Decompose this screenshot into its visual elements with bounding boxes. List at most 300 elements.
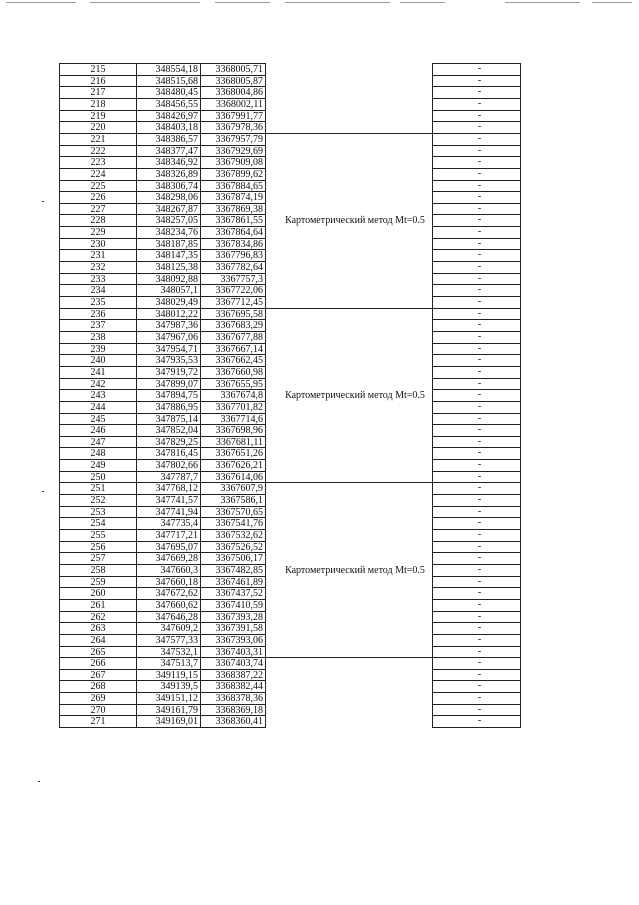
dash-mark: - <box>477 470 482 482</box>
table-row <box>0 680 639 692</box>
scan-speck <box>38 781 40 782</box>
dash-mark: - <box>477 459 482 471</box>
y-coordinate-cell: 3367403,31 <box>200 646 266 658</box>
table-row <box>0 692 639 704</box>
table-bottom-border <box>59 727 266 728</box>
x-coordinate-cell: 347695,07 <box>136 541 200 553</box>
dash-mark: - <box>477 435 482 447</box>
accuracy-mark-cell <box>432 249 521 261</box>
point-number-cell: 232 <box>59 261 136 273</box>
y-coordinate-cell: 3367660,98 <box>200 366 266 378</box>
y-coordinate-cell: 3367978,36 <box>200 121 266 133</box>
point-number-cell: 253 <box>59 506 136 518</box>
method-group-cell <box>266 482 432 657</box>
accuracy-mark-cell <box>432 517 521 529</box>
accuracy-mark-cell <box>432 471 521 483</box>
point-number-cell: 264 <box>59 634 136 646</box>
point-number-cell: 217 <box>59 86 136 98</box>
accuracy-mark-cell <box>432 180 521 192</box>
dash-mark: - <box>477 610 482 622</box>
x-coordinate-cell: 348554,18 <box>136 63 200 75</box>
x-coordinate-cell: 347741,94 <box>136 506 200 518</box>
x-coordinate-cell: 347735,4 <box>136 517 200 529</box>
x-coordinate-cell: 348426,97 <box>136 110 200 122</box>
point-number-cell: 235 <box>59 296 136 308</box>
dash-mark: - <box>477 389 482 401</box>
y-coordinate-cell: 3367683,29 <box>200 319 266 331</box>
x-coordinate-cell: 348326,89 <box>136 168 200 180</box>
dash-mark: - <box>477 354 482 366</box>
y-coordinate-cell: 3368005,87 <box>200 75 266 87</box>
dash-mark: - <box>477 330 482 342</box>
point-number-cell: 231 <box>59 249 136 261</box>
y-coordinate-cell: 3367607,9 <box>200 482 266 494</box>
dash-mark: - <box>477 202 482 214</box>
y-coordinate-cell: 3367437,52 <box>200 587 266 599</box>
point-number-cell: 242 <box>59 378 136 390</box>
point-number-cell: 237 <box>59 319 136 331</box>
y-coordinate-cell: 3367782,64 <box>200 261 266 273</box>
point-number-cell: 259 <box>59 576 136 588</box>
y-coordinate-cell: 3367899,62 <box>200 168 266 180</box>
y-coordinate-cell: 3367957,79 <box>200 133 266 145</box>
accuracy-mark-cell <box>432 564 521 576</box>
x-coordinate-cell: 348257,05 <box>136 214 200 226</box>
dash-mark: - <box>477 86 482 98</box>
point-number-cell: 245 <box>59 413 136 425</box>
accuracy-mark-cell <box>432 541 521 553</box>
dash-mark: - <box>477 680 482 692</box>
top-scan-line <box>0 2 639 4</box>
x-coordinate-cell: 348029,49 <box>136 296 200 308</box>
method-label: Картометрический метод Mt=0.5 <box>285 215 425 227</box>
accuracy-mark-cell <box>432 203 521 215</box>
y-coordinate-cell: 3367929,69 <box>200 145 266 157</box>
dash-mark: - <box>477 156 482 168</box>
y-coordinate-cell: 3367864,64 <box>200 226 266 238</box>
accuracy-mark-cell <box>432 424 521 436</box>
table-row <box>0 669 639 681</box>
point-number-cell: 228 <box>59 214 136 226</box>
x-coordinate-cell: 348298,06 <box>136 191 200 203</box>
x-coordinate-cell: 347609,2 <box>136 622 200 634</box>
point-number-cell: 224 <box>59 168 136 180</box>
dash-mark: - <box>477 715 482 727</box>
dash-mark: - <box>477 109 482 121</box>
accuracy-mark-cell <box>432 284 521 296</box>
accuracy-mark-cell <box>432 296 521 308</box>
x-coordinate-cell: 347829,25 <box>136 436 200 448</box>
x-coordinate-cell: 347672,62 <box>136 587 200 599</box>
dash-mark: - <box>477 412 482 424</box>
x-coordinate-cell: 347741,57 <box>136 494 200 506</box>
x-coordinate-cell: 347660,62 <box>136 599 200 611</box>
accuracy-mark-cell <box>432 646 521 658</box>
dash-mark: - <box>477 237 482 249</box>
dash-mark: - <box>477 529 482 540</box>
dash-mark: - <box>477 377 482 389</box>
x-coordinate-cell: 349169,01 <box>136 715 200 727</box>
point-number-cell: 256 <box>59 541 136 553</box>
dash-mark: - <box>477 74 482 86</box>
point-number-cell: 218 <box>59 98 136 110</box>
accuracy-mark-cell <box>432 238 521 250</box>
point-number-cell: 270 <box>59 704 136 716</box>
point-number-cell: 223 <box>59 156 136 168</box>
dash-mark: - <box>477 400 482 412</box>
point-number-cell: 247 <box>59 436 136 448</box>
x-coordinate-cell: 347669,28 <box>136 552 200 564</box>
x-coordinate-cell: 347577,33 <box>136 634 200 646</box>
x-coordinate-cell: 349161,79 <box>136 704 200 716</box>
point-number-cell: 254 <box>59 517 136 529</box>
accuracy-mark-cell <box>432 63 521 75</box>
y-coordinate-cell: 3367393,28 <box>200 611 266 623</box>
x-coordinate-cell: 347802,66 <box>136 459 200 471</box>
accuracy-mark-cell <box>432 308 521 320</box>
y-coordinate-cell: 3367506,17 <box>200 552 266 564</box>
x-coordinate-cell: 348092,88 <box>136 273 200 285</box>
dash-mark: - <box>477 365 482 377</box>
y-coordinate-cell: 3367714,6 <box>200 413 266 425</box>
point-number-cell: 257 <box>59 552 136 564</box>
y-coordinate-cell: 3367532,62 <box>200 529 266 541</box>
x-coordinate-cell: 347646,28 <box>136 611 200 623</box>
x-coordinate-cell: 348125,38 <box>136 261 200 273</box>
x-coordinate-cell: 347935,53 <box>136 354 200 366</box>
point-number-cell: 216 <box>59 75 136 87</box>
x-coordinate-cell: 348456,55 <box>136 98 200 110</box>
y-coordinate-cell: 3367796,83 <box>200 249 266 261</box>
dash-mark: - <box>477 342 482 354</box>
x-coordinate-cell: 347768,12 <box>136 482 200 494</box>
method-label: Картометрический метод Mt=0.5 <box>285 564 425 576</box>
table-row <box>0 704 639 716</box>
x-coordinate-cell: 347875,14 <box>136 413 200 425</box>
accuracy-mark-cell <box>432 552 521 564</box>
accuracy-mark-cell <box>432 366 521 378</box>
y-coordinate-cell: 3368002,11 <box>200 98 266 110</box>
y-coordinate-cell: 3367626,21 <box>200 459 266 471</box>
x-coordinate-cell: 347513,7 <box>136 657 200 669</box>
y-coordinate-cell: 3367586,1 <box>200 494 266 506</box>
x-coordinate-cell: 347919,72 <box>136 366 200 378</box>
dash-mark: - <box>477 226 482 238</box>
y-coordinate-cell: 3367667,14 <box>200 343 266 355</box>
dash-mark: - <box>477 424 482 436</box>
point-number-cell: 249 <box>59 459 136 471</box>
x-coordinate-cell: 348377,47 <box>136 145 200 157</box>
dash-mark: - <box>477 540 482 552</box>
dash-mark: - <box>477 668 482 680</box>
x-coordinate-cell: 347660,3 <box>136 564 200 576</box>
mark-column-bottom-border <box>432 727 521 728</box>
group-bottom-border <box>266 657 432 658</box>
accuracy-mark-cell <box>432 261 521 273</box>
table-row <box>0 121 639 133</box>
point-number-cell: 244 <box>59 401 136 413</box>
accuracy-mark-cell <box>432 226 521 238</box>
accuracy-mark-cell <box>432 331 521 343</box>
point-number-cell: 236 <box>59 308 136 320</box>
y-coordinate-cell: 3368369,18 <box>200 704 266 716</box>
x-coordinate-cell: 348403,18 <box>136 121 200 133</box>
y-coordinate-cell: 3367391,58 <box>200 622 266 634</box>
accuracy-mark-cell <box>432 436 521 448</box>
accuracy-mark-cell <box>432 506 521 518</box>
x-coordinate-cell: 347532,1 <box>136 646 200 658</box>
point-number-cell: 255 <box>59 529 136 541</box>
dash-mark: - <box>477 272 482 284</box>
dash-mark: - <box>477 517 482 529</box>
x-coordinate-cell: 348187,85 <box>136 238 200 250</box>
point-number-cell: 243 <box>59 389 136 401</box>
point-number-cell: 220 <box>59 121 136 133</box>
point-number-cell: 261 <box>59 599 136 611</box>
point-number-cell: 229 <box>59 226 136 238</box>
x-coordinate-cell: 347787,7 <box>136 471 200 483</box>
y-coordinate-cell: 3367651,26 <box>200 447 266 459</box>
y-coordinate-cell: 3367698,96 <box>200 424 266 436</box>
accuracy-mark-cell <box>432 343 521 355</box>
y-coordinate-cell: 3367482,85 <box>200 564 266 576</box>
point-number-cell: 226 <box>59 191 136 203</box>
point-number-cell: 263 <box>59 622 136 634</box>
x-coordinate-cell: 347852,04 <box>136 424 200 436</box>
accuracy-mark-cell <box>432 704 521 716</box>
scan-speck <box>42 201 44 202</box>
y-coordinate-cell: 3367541,76 <box>200 517 266 529</box>
dash-mark: - <box>477 261 482 273</box>
dash-mark: - <box>477 214 482 226</box>
point-number-cell: 215 <box>59 63 136 75</box>
y-coordinate-cell: 3367701,82 <box>200 401 266 413</box>
point-number-cell: 227 <box>59 203 136 215</box>
dash-mark: - <box>477 552 482 564</box>
point-number-cell: 246 <box>59 424 136 436</box>
accuracy-mark-cell <box>432 145 521 157</box>
accuracy-mark-cell <box>432 622 521 634</box>
y-coordinate-cell: 3367712,45 <box>200 296 266 308</box>
accuracy-mark-cell <box>432 611 521 623</box>
y-coordinate-cell: 3367757,3 <box>200 273 266 285</box>
y-coordinate-cell: 3367526,52 <box>200 541 266 553</box>
accuracy-mark-cell <box>432 191 521 203</box>
point-number-cell: 260 <box>59 587 136 599</box>
dash-mark: - <box>477 587 482 599</box>
x-coordinate-cell: 348267,87 <box>136 203 200 215</box>
accuracy-mark-cell <box>432 494 521 506</box>
point-number-cell: 252 <box>59 494 136 506</box>
dash-mark: - <box>477 132 482 144</box>
y-coordinate-cell: 3367909,08 <box>200 156 266 168</box>
x-coordinate-cell: 347886,95 <box>136 401 200 413</box>
accuracy-mark-cell <box>432 576 521 588</box>
dash-mark: - <box>477 167 482 179</box>
dash-mark: - <box>477 97 482 109</box>
accuracy-mark-cell <box>432 273 521 285</box>
accuracy-mark-cell <box>432 599 521 611</box>
y-coordinate-cell: 3367681,11 <box>200 436 266 448</box>
accuracy-mark-cell <box>432 657 521 669</box>
x-coordinate-cell: 347894,75 <box>136 389 200 401</box>
point-number-cell: 241 <box>59 366 136 378</box>
dash-mark: - <box>477 249 482 261</box>
dash-mark: - <box>477 575 482 587</box>
accuracy-mark-cell <box>432 75 521 87</box>
point-number-cell: 240 <box>59 354 136 366</box>
dash-mark: - <box>477 284 482 296</box>
accuracy-mark-cell <box>432 121 521 133</box>
y-coordinate-cell: 3368378,36 <box>200 692 266 704</box>
point-number-cell: 268 <box>59 680 136 692</box>
dash-mark: - <box>477 296 482 307</box>
accuracy-mark-cell <box>432 692 521 704</box>
point-number-cell: 234 <box>59 284 136 296</box>
table-row <box>0 75 639 87</box>
y-coordinate-cell: 3367677,88 <box>200 331 266 343</box>
accuracy-mark-cell <box>432 447 521 459</box>
x-coordinate-cell: 348057,1 <box>136 284 200 296</box>
point-number-cell: 221 <box>59 133 136 145</box>
x-coordinate-cell: 348480,45 <box>136 86 200 98</box>
x-coordinate-cell: 347899,07 <box>136 378 200 390</box>
dash-mark: - <box>477 63 482 74</box>
accuracy-mark-cell <box>432 401 521 413</box>
point-number-cell: 265 <box>59 646 136 658</box>
dash-mark: - <box>477 563 482 575</box>
y-coordinate-cell: 3368004,86 <box>200 86 266 98</box>
accuracy-mark-cell <box>432 413 521 425</box>
x-coordinate-cell: 347954,71 <box>136 343 200 355</box>
dash-mark: - <box>477 121 482 133</box>
accuracy-mark-cell <box>432 482 521 494</box>
y-coordinate-cell: 3367614,06 <box>200 471 266 483</box>
accuracy-mark-cell <box>432 110 521 122</box>
y-coordinate-cell: 3367874,19 <box>200 191 266 203</box>
y-coordinate-cell: 3367461,89 <box>200 576 266 588</box>
x-coordinate-cell: 347717,21 <box>136 529 200 541</box>
y-coordinate-cell: 3368005,71 <box>200 63 266 75</box>
x-coordinate-cell: 347987,36 <box>136 319 200 331</box>
point-number-cell: 233 <box>59 273 136 285</box>
scan-speck <box>42 491 44 492</box>
method-label: Картометрический метод Mt=0.5 <box>285 390 425 402</box>
method-group-cell <box>266 308 432 483</box>
dash-mark: - <box>477 657 482 669</box>
point-number-cell: 258 <box>59 564 136 576</box>
y-coordinate-cell: 3367403,74 <box>200 657 266 669</box>
accuracy-mark-cell <box>432 156 521 168</box>
dash-mark: - <box>477 482 482 494</box>
x-coordinate-cell: 349139,5 <box>136 680 200 692</box>
y-coordinate-cell: 3367662,45 <box>200 354 266 366</box>
y-coordinate-cell: 3368360,41 <box>200 715 266 727</box>
method-group-cell <box>266 133 432 308</box>
x-coordinate-cell: 348012,22 <box>136 308 200 320</box>
y-coordinate-cell: 3368382,44 <box>200 680 266 692</box>
accuracy-mark-cell <box>432 214 521 226</box>
y-coordinate-cell: 3367869,38 <box>200 203 266 215</box>
point-number-cell: 250 <box>59 471 136 483</box>
y-coordinate-cell: 3367674,8 <box>200 389 266 401</box>
dash-mark: - <box>477 494 482 506</box>
point-number-cell: 238 <box>59 331 136 343</box>
dash-mark: - <box>477 319 482 331</box>
point-number-cell: 248 <box>59 447 136 459</box>
accuracy-mark-cell <box>432 378 521 390</box>
x-coordinate-cell: 348147,35 <box>136 249 200 261</box>
x-coordinate-cell: 348346,92 <box>136 156 200 168</box>
accuracy-mark-cell <box>432 98 521 110</box>
x-coordinate-cell: 348234,76 <box>136 226 200 238</box>
dash-mark: - <box>477 622 482 634</box>
dash-mark: - <box>477 703 482 715</box>
dash-mark: - <box>477 598 482 610</box>
x-coordinate-cell: 348306,74 <box>136 180 200 192</box>
accuracy-mark-cell <box>432 529 521 541</box>
y-coordinate-cell: 3367991,77 <box>200 110 266 122</box>
point-number-cell: 219 <box>59 110 136 122</box>
dash-mark: - <box>477 645 482 657</box>
dash-mark: - <box>477 179 482 191</box>
y-coordinate-cell: 3367834,86 <box>200 238 266 250</box>
y-coordinate-cell: 3367410,59 <box>200 599 266 611</box>
y-coordinate-cell: 3367393,06 <box>200 634 266 646</box>
x-coordinate-cell: 347816,45 <box>136 447 200 459</box>
table-row <box>0 86 639 98</box>
table-row <box>0 715 639 727</box>
table-row <box>0 98 639 110</box>
point-number-cell: 266 <box>59 657 136 669</box>
accuracy-mark-cell <box>432 634 521 646</box>
accuracy-mark-cell <box>432 168 521 180</box>
point-number-cell: 267 <box>59 669 136 681</box>
point-number-cell: 239 <box>59 343 136 355</box>
x-coordinate-cell: 347660,18 <box>136 576 200 588</box>
dash-mark: - <box>477 633 482 645</box>
y-coordinate-cell: 3367884,65 <box>200 180 266 192</box>
x-coordinate-cell: 348515,68 <box>136 75 200 87</box>
point-number-cell: 262 <box>59 611 136 623</box>
point-number-cell: 251 <box>59 482 136 494</box>
table-row <box>0 657 639 669</box>
accuracy-mark-cell <box>432 680 521 692</box>
y-coordinate-cell: 3367695,58 <box>200 308 266 320</box>
dash-mark: - <box>477 191 482 203</box>
dash-mark: - <box>477 144 482 156</box>
x-coordinate-cell: 349151,12 <box>136 692 200 704</box>
accuracy-mark-cell <box>432 133 521 145</box>
point-number-cell: 269 <box>59 692 136 704</box>
dash-mark: - <box>477 505 482 517</box>
accuracy-mark-cell <box>432 389 521 401</box>
y-coordinate-cell: 3368387,22 <box>200 669 266 681</box>
table-row <box>0 110 639 122</box>
point-number-cell: 225 <box>59 180 136 192</box>
dash-mark: - <box>477 307 482 319</box>
x-coordinate-cell: 349119,15 <box>136 669 200 681</box>
y-coordinate-cell: 3367722,06 <box>200 284 266 296</box>
y-coordinate-cell: 3367570,65 <box>200 506 266 518</box>
accuracy-mark-cell <box>432 319 521 331</box>
point-number-cell: 230 <box>59 238 136 250</box>
x-coordinate-cell: 347967,06 <box>136 331 200 343</box>
table-row <box>0 63 639 75</box>
accuracy-mark-cell <box>432 459 521 471</box>
accuracy-mark-cell <box>432 86 521 98</box>
accuracy-mark-cell <box>432 669 521 681</box>
